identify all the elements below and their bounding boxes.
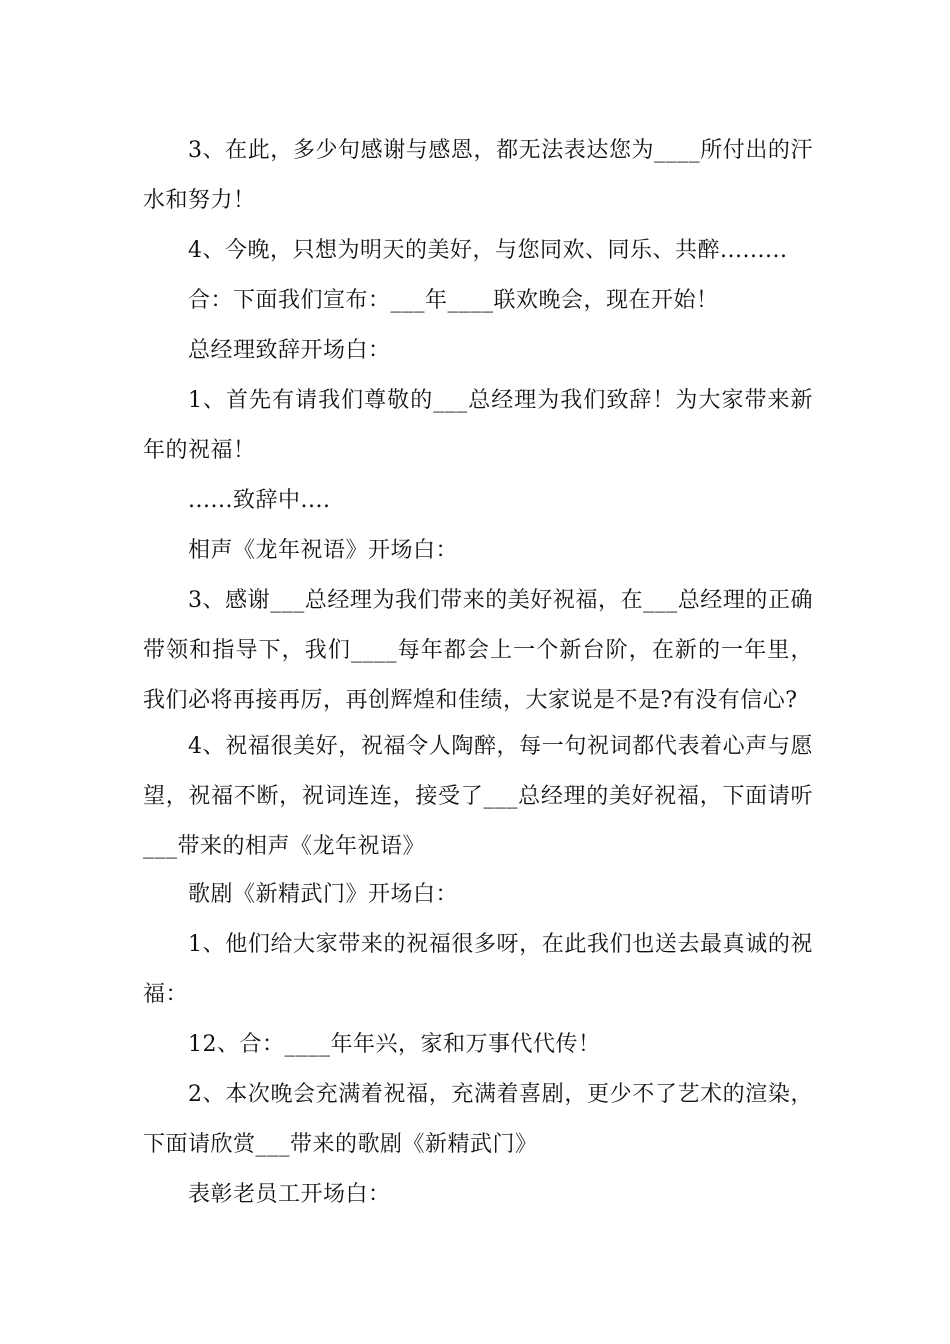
paragraph: 3、感谢___总经理为我们带来的美好祝福，在___总经理的正确带领和指导下，我们____每年都会上一个新台阶，在新的一年里，我们必将再接再厉，再创辉煌和佳绩，大家说是不是?有没有信心?	[143, 588, 813, 713]
section-heading: 总经理致辞开场白：	[188, 338, 391, 363]
section-heading: 歌剧《新精武门》开场白：	[188, 882, 459, 907]
paragraph: 合：下面我们宣布：___年____联欢晚会，现在开始！	[188, 288, 719, 313]
paragraph: 4、祝福很美好，祝福令人陶醉，每一句祝词都代表着心声与愿望，祝福不断，祝词连连，接受了___总经理的美好祝福，下面请听___带来的相声《龙年祝语》	[143, 734, 813, 859]
paragraph: 2、本次晚会充满着祝福，充满着喜剧，更少不了艺术的渲染，下面请欣赏___带来的歌剧《新精武门》	[143, 1082, 813, 1157]
section-heading: 表彰老员工开场白：	[188, 1182, 391, 1207]
paragraph: 4、今晚，只想为明天的美好，与您同欢、同乐、共醉.........	[188, 238, 788, 263]
paragraph: 12、合：____年年兴，家和万事代代传！	[188, 1032, 601, 1057]
section-heading: 相声《龙年祝语》开场白：	[188, 538, 459, 563]
paragraph: 3、在此，多少句感谢与感恩，都无法表达您为____所付出的汗水和努力！	[143, 138, 813, 213]
paragraph: 1、首先有请我们尊敬的___总经理为我们致辞！为大家带来新年的祝福！	[143, 388, 813, 463]
paragraph: 1、他们给大家带来的祝福很多呀，在此我们也送去最真诚的祝福：	[143, 932, 813, 1007]
paragraph: ......致辞中....	[188, 488, 331, 513]
